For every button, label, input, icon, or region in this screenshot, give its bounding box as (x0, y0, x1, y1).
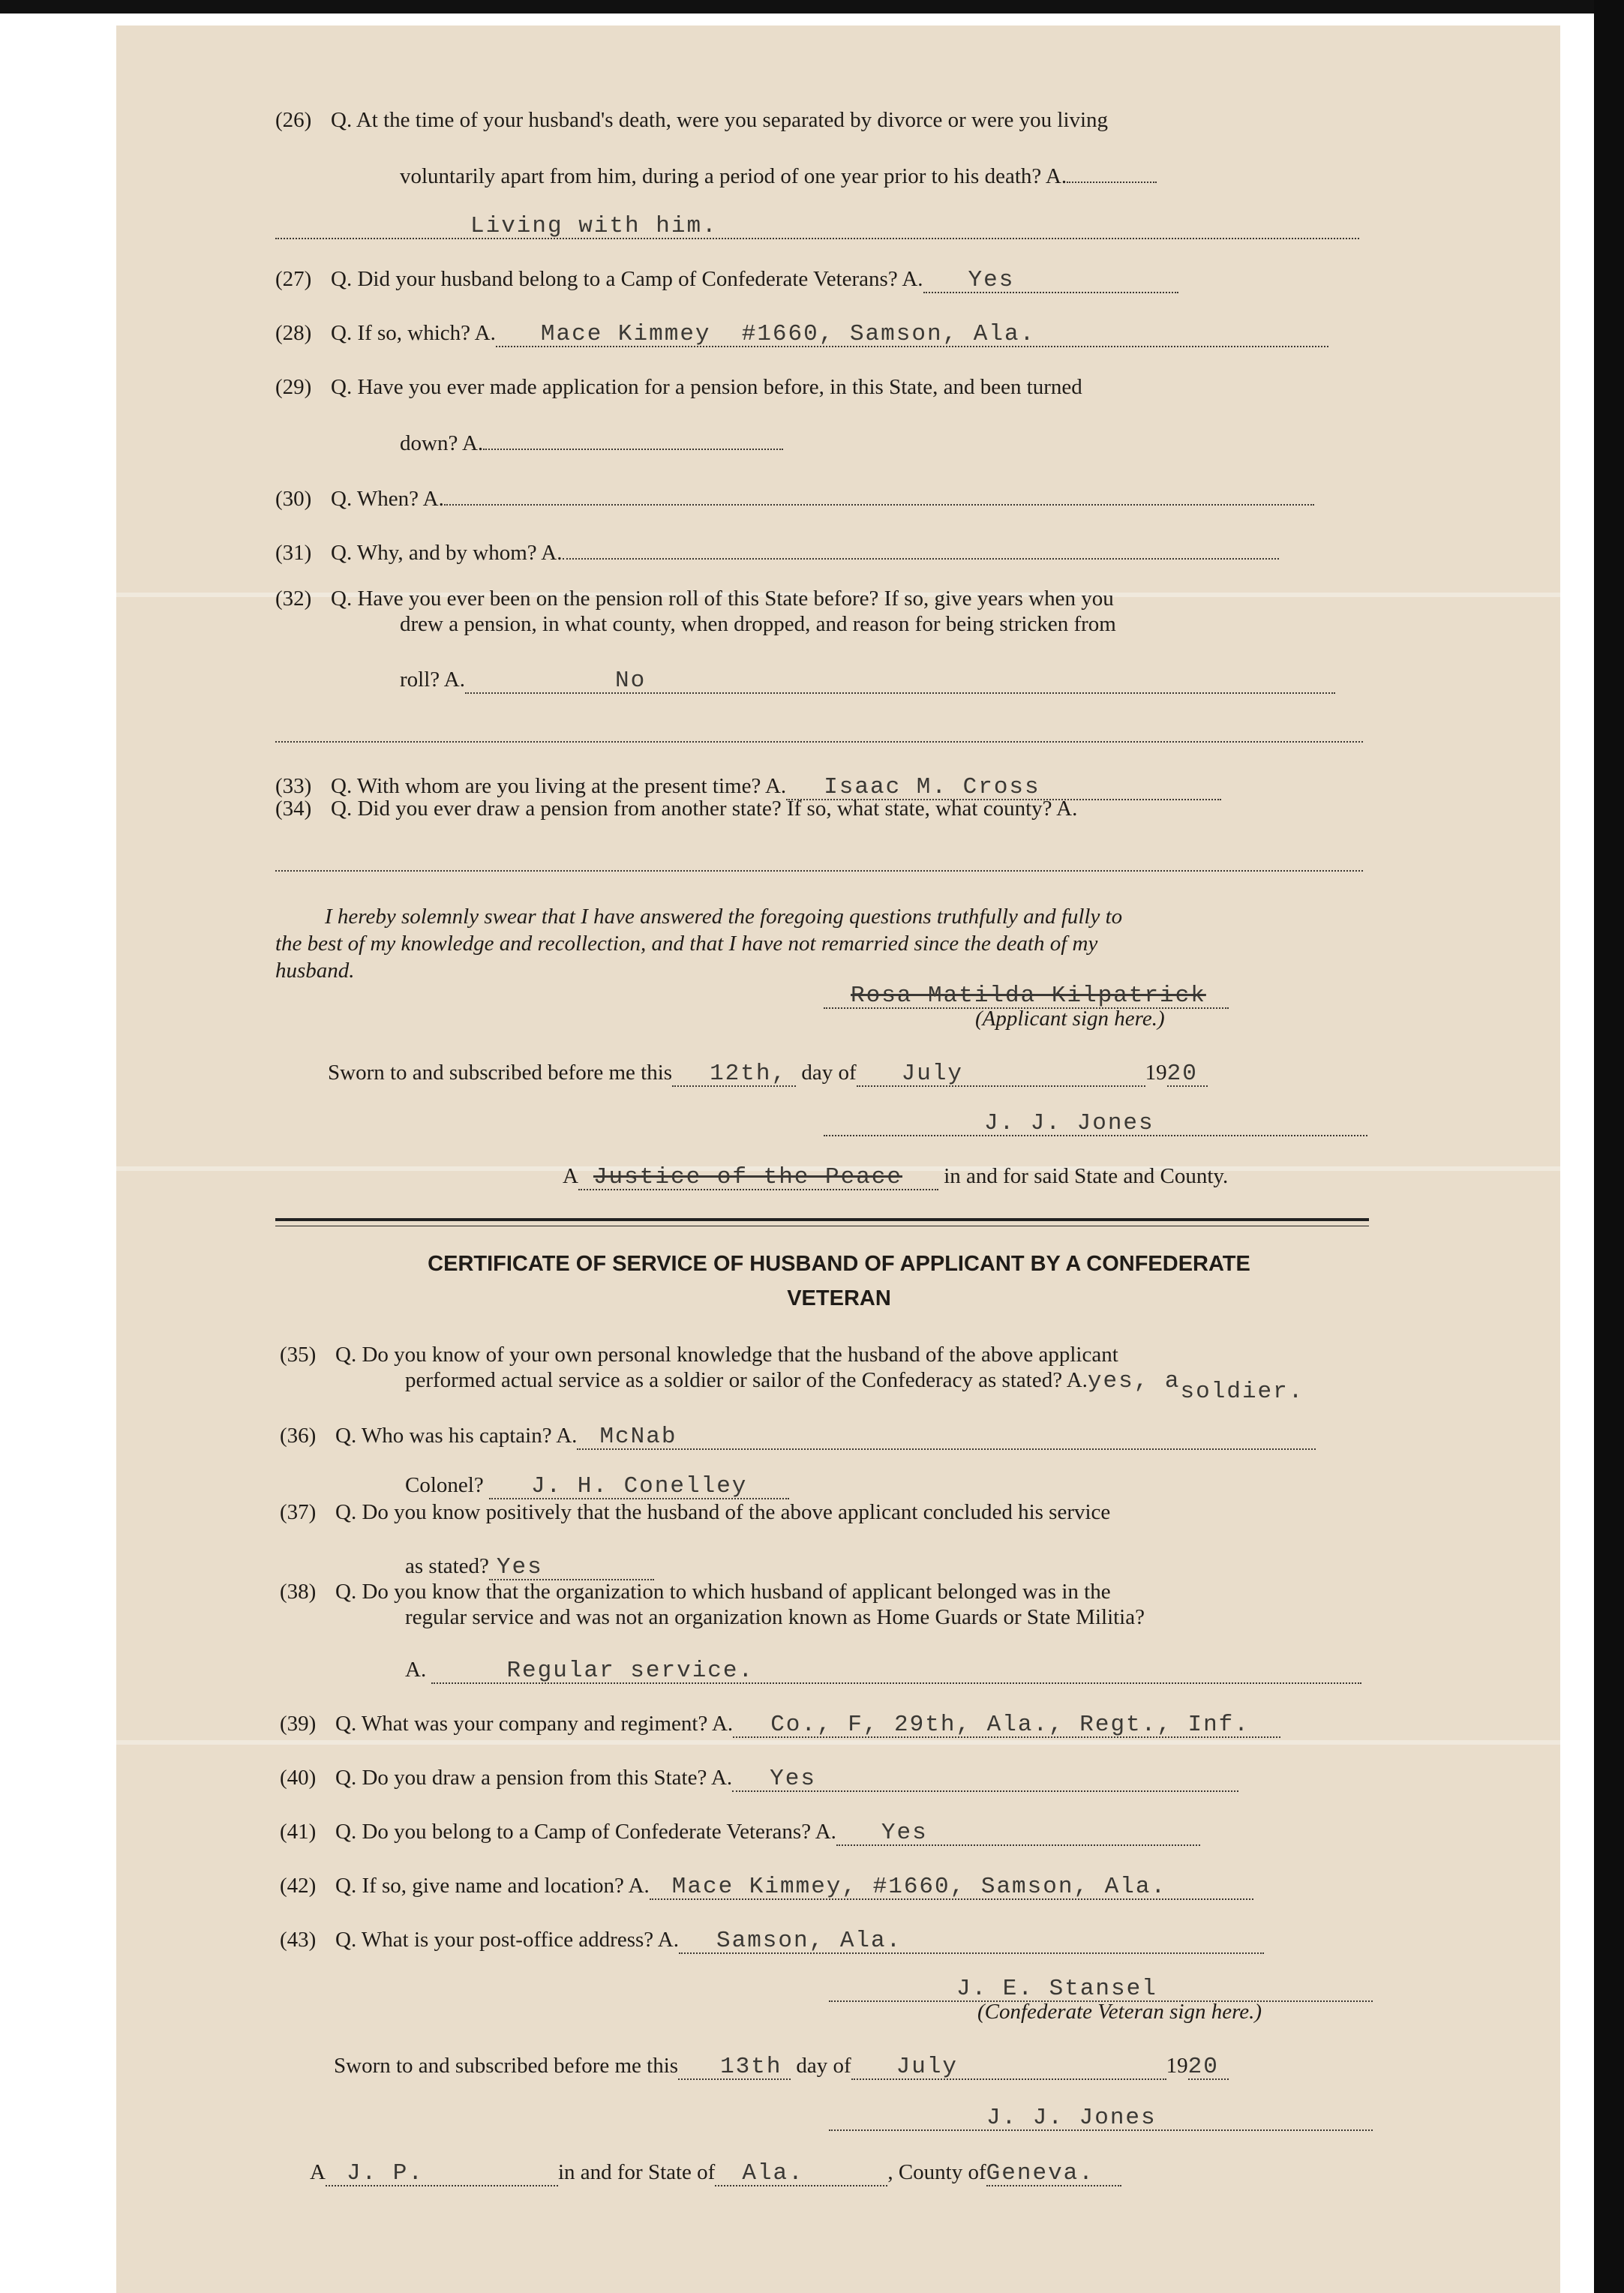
question-36: (36) Q. Who was his captain? A. McNab (280, 1422, 1403, 1450)
jurisdiction-row: A J. P. in and for State of Ala. , County ofGeneva. (310, 2159, 1324, 2186)
question-33: (33) Q. With whom are you living at the present time? A. Isaac M. Cross (275, 773, 1403, 800)
question-40: (40) Q. Do you draw a pension from this State? A. Yes (280, 1764, 1403, 1792)
answer-28: Mace Kimmey #1660, Samson, Ala. (496, 323, 1328, 347)
question-30: (30) Q. When? A. (275, 483, 1403, 512)
answer-42: Mace Kimmey, #1660, Samson, Ala. (650, 1876, 1253, 1900)
applicant-sign-label: (Applicant sign here.) (975, 1007, 1165, 1031)
answer-33: Isaac M. Cross (786, 776, 1221, 800)
paper-fold (116, 1740, 1560, 1745)
officer-signature-row (824, 1109, 1403, 1136)
question-34: (34) Q. Did you ever draw a pension from another state? If so, what state, what county? A. (275, 797, 1078, 821)
scanner-top-edge (0, 0, 1624, 14)
answer-43: Samson, Ala. (679, 1930, 1264, 1954)
answer-38: Regular service. (431, 1660, 1361, 1684)
question-29: (29) Q. Have you ever made application for a pension before, in this State, and been turned (275, 375, 1082, 399)
question-28: (28) Q. If so, which? A. Mace Kimmey #1660, Samson, Ala. (275, 320, 1403, 347)
blank-line (275, 849, 1403, 878)
question-27: (27) Q. Did your husband belong to a Camp of Confederate Veterans? A. Yes (275, 266, 1403, 293)
applicant-signature: Rosa Matilda Kilpatrick (824, 985, 1229, 1009)
veteran-signature: J. E. Stansel (829, 1978, 1373, 2002)
answer-32: No (465, 670, 1335, 694)
veteran-sworn-year: 20 (1188, 2056, 1229, 2080)
question-35-line2: performed actual service as a soldier or sailor of the Confederacy as stated? A.yes, asoldier. (405, 1368, 1304, 1405)
question-31: (31) Q. Why, and by whom? A. (275, 537, 1403, 566)
sworn-year: 20 (1167, 1063, 1208, 1087)
officer-title: Justice of the Peace (578, 1166, 938, 1190)
question-37: (37) Q. Do you know positively that the husband of the above applicant concluded his service (280, 1500, 1111, 1524)
colonel-row: Colonel? J. H. Conelley (405, 1472, 1403, 1499)
question-43: (43) Q. What is your post-office address? A. Samson, Ala. (280, 1926, 1403, 1954)
sworn-day: 12th, (672, 1063, 796, 1087)
answer-39: Co., F, 29th, Ala., Regt., Inf. (733, 1714, 1280, 1738)
sworn-row-1: Sworn to and subscribed before me this 12th, day of July 1920 (328, 1059, 1403, 1087)
colonel-answer: J. H. Conelley (489, 1475, 789, 1499)
oath-line-2: the best of my knowledge and recollection, and that I have not remarried since the death of my (275, 932, 1098, 956)
question-38-line2: regular service and was not an organization known as Home Guards or State Militia? (405, 1605, 1145, 1629)
county-answer: Geneva. (986, 2162, 1121, 2186)
question-32-line2: drew a pension, in what county, when dropped, and reason for being stricken from (400, 612, 1116, 636)
question-38-line3: A. Regular service. (405, 1656, 1403, 1684)
question-32-line3: roll? A. No (400, 666, 1403, 694)
question-35: (35) Q. Do you know of your own personal knowledge that the husband of the above applicant (280, 1343, 1118, 1367)
oath-line-3: husband. (275, 959, 355, 983)
answer-26-row (275, 212, 1403, 239)
oath-line-1: I hereby solemnly swear that I have answered the foregoing questions truthfully and fully to (325, 905, 1123, 929)
question-42: (42) Q. If so, give name and location? A. Mace Kimmey, #1660, Samson, Ala. (280, 1872, 1403, 1900)
question-41: (41) Q. Do you belong to a Camp of Confederate Veterans? A. Yes (280, 1818, 1403, 1846)
veteran-officer-title: J. P. (326, 2162, 558, 2186)
question-32: (32) Q. Have you ever been on the pension roll of this State before? If so, give years when you (275, 587, 1114, 611)
veteran-sign-label: (Confederate Veteran sign here.) (977, 2000, 1262, 2024)
answer-40: Yes (732, 1768, 1238, 1792)
officer-title-row: A Justice of the Peace in and for said State and County. (563, 1164, 1229, 1190)
answer-36: McNab (577, 1426, 1316, 1450)
sworn-month: July (857, 1063, 1145, 1087)
question-29-line2: down? A. (400, 428, 1403, 457)
veteran-officer-signature: J. J. Jones (829, 2107, 1373, 2131)
question-37-line2: as stated? Yes (405, 1553, 1403, 1580)
question-26: (26) Q. At the time of your husband's death, were you separated by divorce or were you living (275, 108, 1109, 132)
section-divider (275, 1218, 1369, 1221)
answer-27: Yes (923, 269, 1178, 293)
answer-35-tail: soldier. (1180, 1379, 1304, 1405)
veteran-sworn-month: July (851, 2056, 1166, 2080)
scanner-right-edge (1594, 0, 1624, 2293)
question-26-line2: voluntarily apart from him, during a period of one year prior to his death? A. (400, 161, 1403, 190)
veteran-officer-row (829, 2103, 1403, 2131)
veteran-sworn-day: 13th (678, 2056, 791, 2080)
answer-26: Living with him. (275, 215, 1359, 239)
question-38: (38) Q. Do you know that the organization to which husband of applicant belonged was in the (280, 1580, 1111, 1604)
answer-37: Yes (489, 1556, 654, 1580)
certificate-title: CERTIFICATE OF SERVICE OF HUSBAND OF APPLICANT BY A CONFEDERATE VETERAN (428, 1252, 1250, 1310)
question-39: (39) Q. What was your company and regiment? A. Co., F, 29th, Ala., Regt., Inf. (280, 1710, 1474, 1738)
officer-signature: J. J. Jones (824, 1112, 1367, 1136)
blank-line (275, 720, 1403, 749)
sworn-row-2: Sworn to and subscribed before me this 13th day of July 1920 (334, 2052, 1403, 2080)
state-answer: Ala. (715, 2162, 887, 2186)
answer-35: yes, a (1087, 1368, 1181, 1394)
answer-41: Yes (836, 1822, 1200, 1846)
